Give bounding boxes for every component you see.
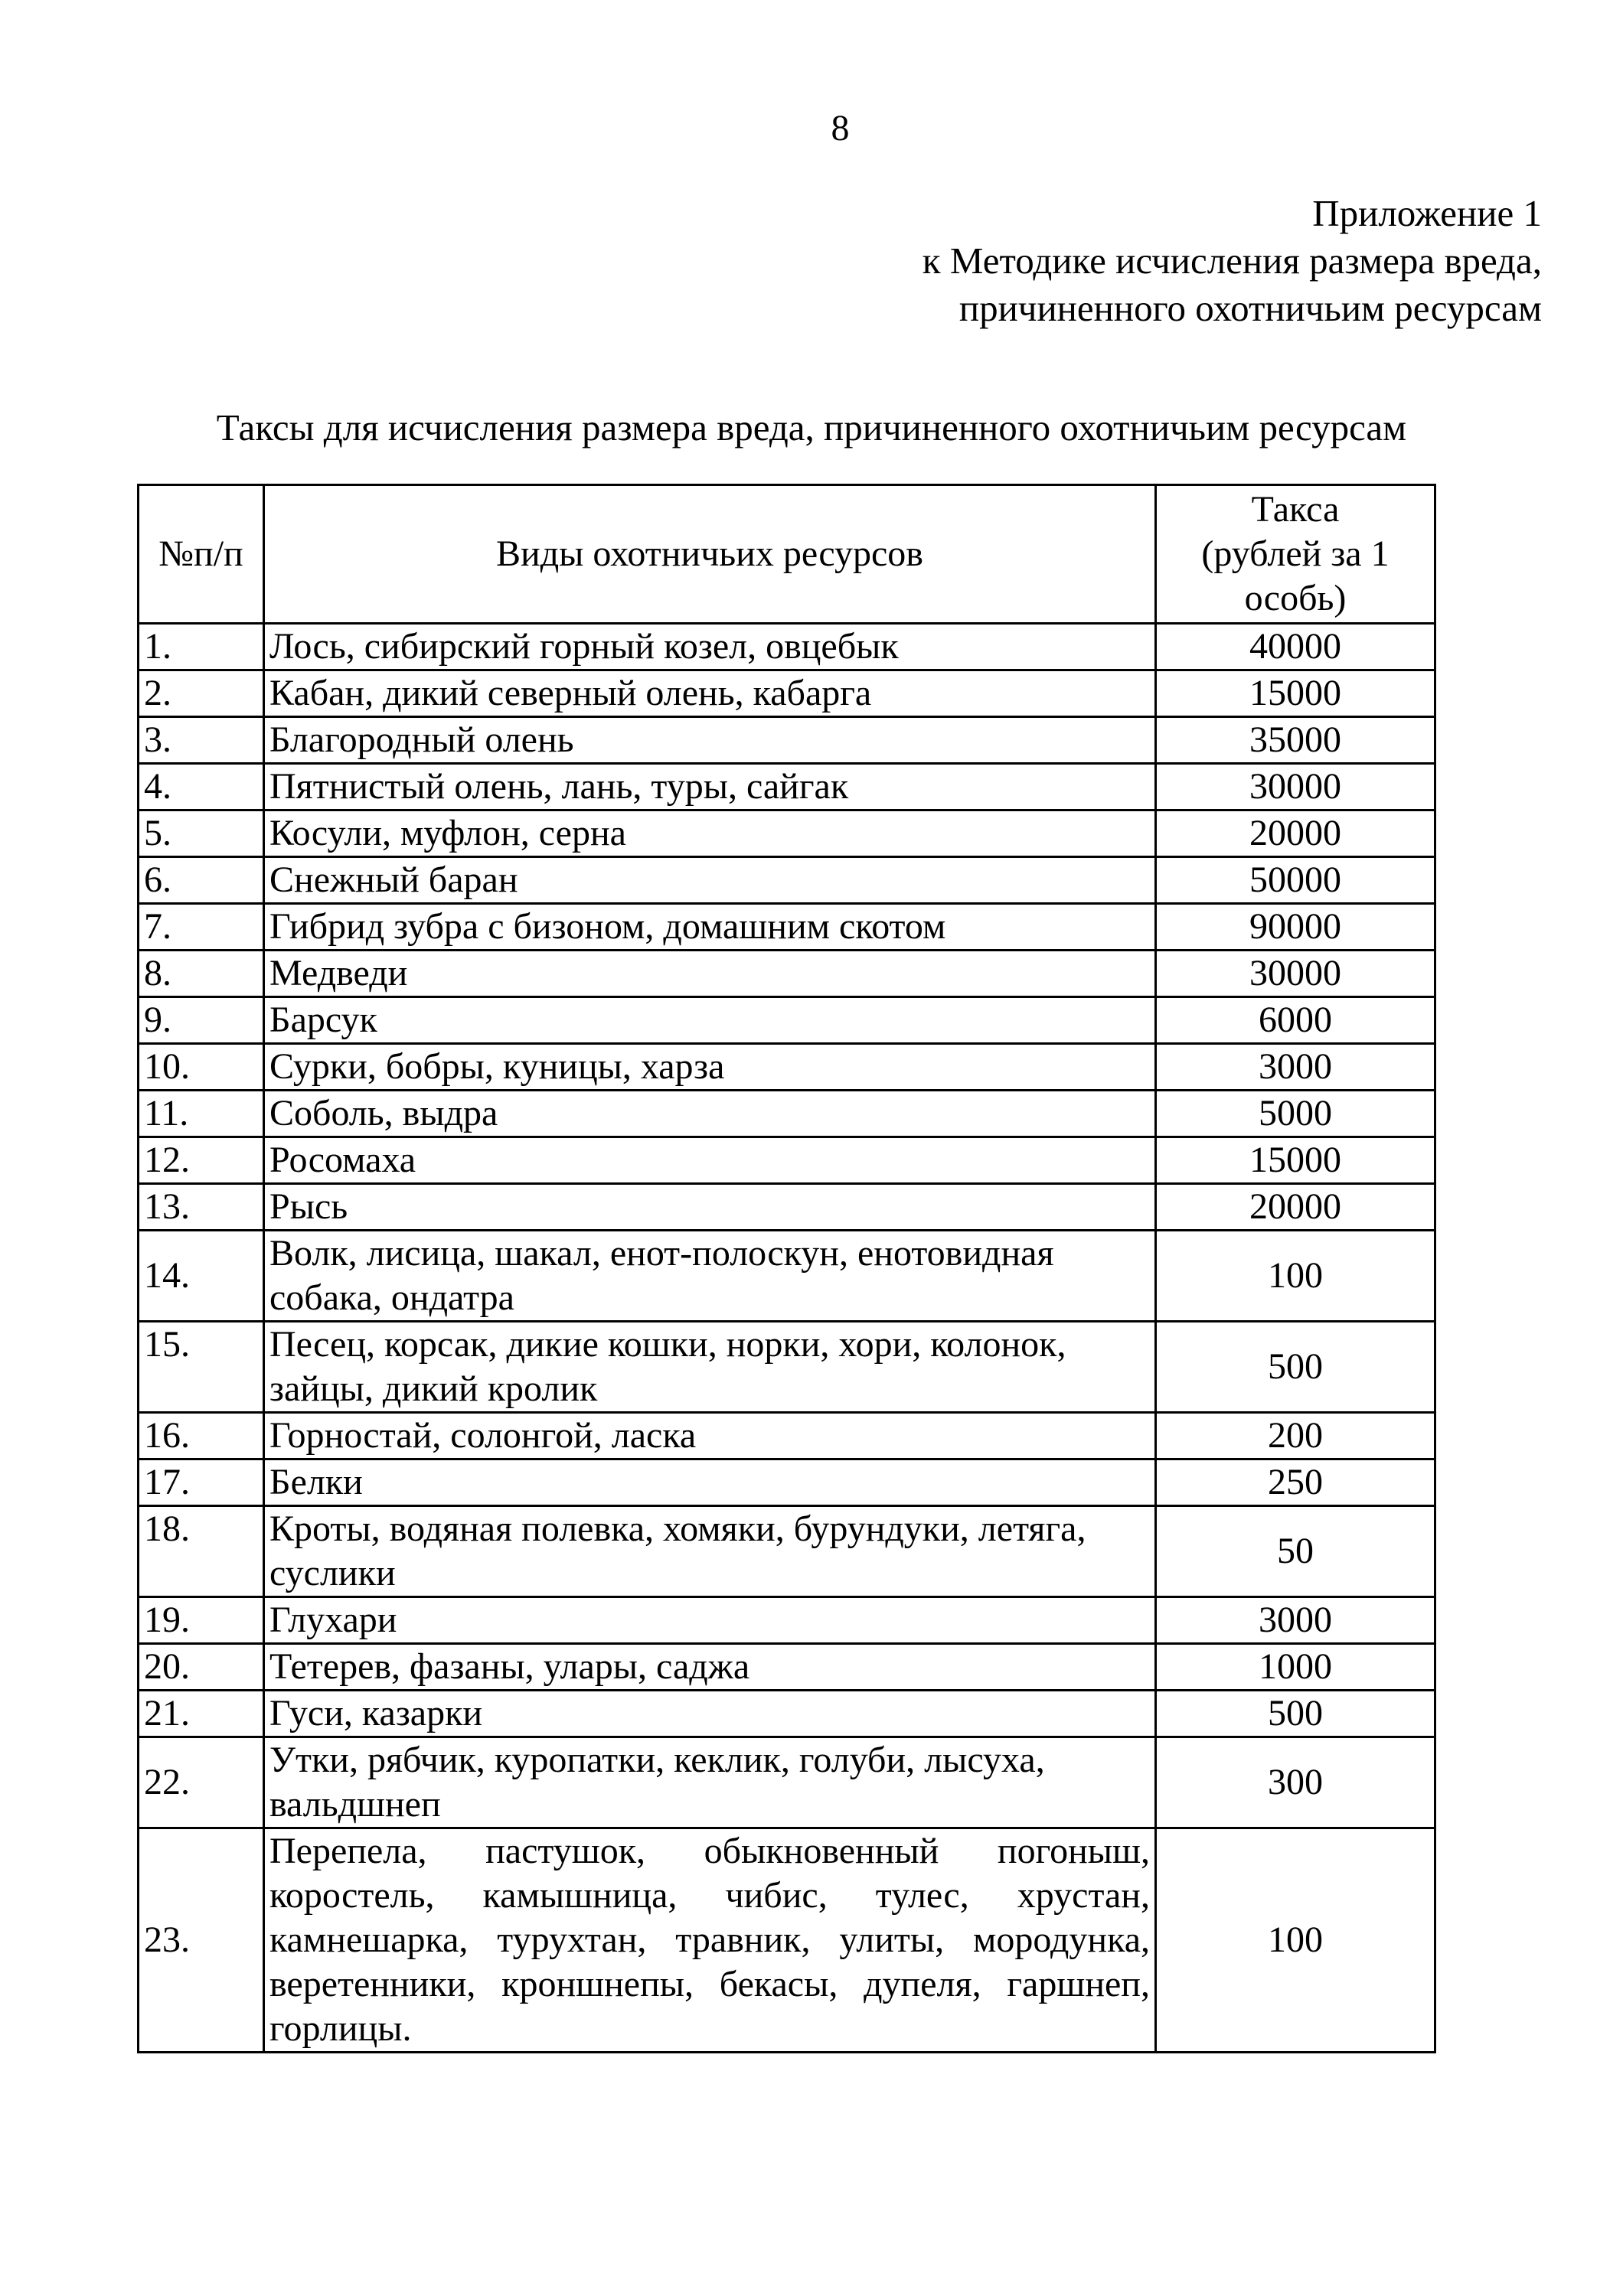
tax-value: 5000 bbox=[1156, 1091, 1435, 1137]
resource-name: Тетерев, фазаны, улары, саджа bbox=[264, 1644, 1156, 1691]
tax-value: 35000 bbox=[1156, 717, 1435, 764]
row-number: 11. bbox=[139, 1091, 264, 1137]
tax-value: 500 bbox=[1156, 1322, 1435, 1413]
row-number: 12. bbox=[139, 1137, 264, 1184]
tax-value: 30000 bbox=[1156, 764, 1435, 810]
table-row bbox=[139, 1828, 1435, 2053]
tax-value: 200 bbox=[1156, 1413, 1435, 1459]
tax-value: 1000 bbox=[1156, 1644, 1435, 1691]
table-row bbox=[139, 1137, 1435, 1184]
row-number: 6. bbox=[139, 857, 264, 904]
row-number: 22. bbox=[139, 1737, 264, 1828]
resource-name: Соболь, выдра bbox=[264, 1091, 1156, 1137]
table-row bbox=[139, 1413, 1435, 1459]
header-num: №п/п bbox=[139, 485, 264, 624]
table-row bbox=[139, 1091, 1435, 1137]
resource-name: Горностай, солонгой, ласка bbox=[264, 1413, 1156, 1459]
tax-value: 90000 bbox=[1156, 904, 1435, 951]
table-row bbox=[139, 904, 1435, 951]
tax-value: 30000 bbox=[1156, 951, 1435, 997]
tax-value: 20000 bbox=[1156, 810, 1435, 857]
document-title: Таксы для исчисления размера вреда, причиненного охотничьим ресурсам bbox=[216, 406, 1407, 448]
row-number: 7. bbox=[139, 904, 264, 951]
table-row bbox=[139, 1184, 1435, 1231]
header-name: Виды охотничьих ресурсов bbox=[264, 485, 1156, 624]
appendix-line-2: к Методике исчисления размера вреда, bbox=[922, 240, 1542, 282]
table-row bbox=[139, 670, 1435, 717]
resource-name: Пятнистый олень, лань, туры, сайгак bbox=[264, 764, 1156, 810]
row-number: 21. bbox=[139, 1691, 264, 1737]
table-header-row bbox=[139, 485, 1435, 624]
resource-name: Перепела, пастушок, обыкновенный погоныш, коростель, камышница, чибис, тулес, хрустан, камнешарка, турухтан, травник, улиты, мородунка, веретенники, кроншнепы, бекасы, дупеля, гаршнеп, горлицы. bbox=[264, 1828, 1156, 2053]
tax-value: 3000 bbox=[1156, 1597, 1435, 1644]
table-row bbox=[139, 1506, 1435, 1597]
tax-value: 15000 bbox=[1156, 1137, 1435, 1184]
tax-value: 6000 bbox=[1156, 997, 1435, 1044]
resource-name: Косули, муфлон, серна bbox=[264, 810, 1156, 857]
table-row bbox=[139, 810, 1435, 857]
table-row bbox=[139, 1459, 1435, 1506]
table-row bbox=[139, 1644, 1435, 1691]
tax-value: 50000 bbox=[1156, 857, 1435, 904]
appendix-line-1: Приложение 1 bbox=[1312, 192, 1542, 234]
resource-name: Медведи bbox=[264, 951, 1156, 997]
resource-name: Кабан, дикий северный олень, кабарга bbox=[264, 670, 1156, 717]
resource-name: Кроты, водяная полевка, хомяки, бурундуки, летяга, суслики bbox=[264, 1506, 1156, 1597]
table-row bbox=[139, 624, 1435, 670]
resource-name: Снежный баран bbox=[264, 857, 1156, 904]
tax-value: 250 bbox=[1156, 1459, 1435, 1506]
tax-value: 50 bbox=[1156, 1506, 1435, 1597]
row-number: 4. bbox=[139, 764, 264, 810]
row-number: 23. bbox=[139, 1828, 264, 2053]
resource-name: Сурки, бобры, куницы, харза bbox=[264, 1044, 1156, 1091]
row-number: 2. bbox=[139, 670, 264, 717]
resource-name: Утки, рябчик, куропатки, кеклик, голуби, лысуха, вальдшнеп bbox=[264, 1737, 1156, 1828]
resource-name: Благородный олень bbox=[264, 717, 1156, 764]
row-number: 8. bbox=[139, 951, 264, 997]
header-tax: Такса (рублей за 1 особь) bbox=[1156, 485, 1435, 624]
table-row bbox=[139, 764, 1435, 810]
row-number: 5. bbox=[139, 810, 264, 857]
tax-value: 300 bbox=[1156, 1737, 1435, 1828]
table-row bbox=[139, 1322, 1435, 1413]
table-row bbox=[139, 1044, 1435, 1091]
table-row bbox=[139, 1737, 1435, 1828]
resource-name: Песец, корсак, дикие кошки, норки, хори, колонок, зайцы, дикий кролик bbox=[264, 1322, 1156, 1413]
resource-name: Росомаха bbox=[264, 1137, 1156, 1184]
tax-value: 40000 bbox=[1156, 624, 1435, 670]
row-number: 15. bbox=[139, 1322, 264, 1413]
tax-value: 15000 bbox=[1156, 670, 1435, 717]
row-number: 17. bbox=[139, 1459, 264, 1506]
row-number: 1. bbox=[139, 624, 264, 670]
tax-value: 3000 bbox=[1156, 1044, 1435, 1091]
row-number: 9. bbox=[139, 997, 264, 1044]
table-row bbox=[139, 717, 1435, 764]
tax-value: 100 bbox=[1156, 1828, 1435, 2053]
appendix-note bbox=[923, 190, 1542, 332]
row-number: 19. bbox=[139, 1597, 264, 1644]
resource-name: Белки bbox=[264, 1459, 1156, 1506]
row-number: 13. bbox=[139, 1184, 264, 1231]
row-number: 10. bbox=[139, 1044, 264, 1091]
resource-name: Барсук bbox=[264, 997, 1156, 1044]
row-number: 16. bbox=[139, 1413, 264, 1459]
resource-name: Гуси, казарки bbox=[264, 1691, 1156, 1737]
resource-name: Лось, сибирский горный козел, овцебык bbox=[264, 624, 1156, 670]
tax-value: 500 bbox=[1156, 1691, 1435, 1737]
table-row bbox=[139, 1597, 1435, 1644]
tax-value: 100 bbox=[1156, 1231, 1435, 1322]
row-number: 18. bbox=[139, 1506, 264, 1597]
resource-name: Глухари bbox=[264, 1597, 1156, 1644]
page-number: 8 bbox=[831, 108, 850, 148]
resource-name: Гибрид зубра с бизоном, домашним скотом bbox=[264, 904, 1156, 951]
resource-name: Волк, лисица, шакал, енот-полоскун, енотовидная собака, ондатра bbox=[264, 1231, 1156, 1322]
row-number: 3. bbox=[139, 717, 264, 764]
row-number: 20. bbox=[139, 1644, 264, 1691]
table-row bbox=[139, 951, 1435, 997]
tax-value: 20000 bbox=[1156, 1184, 1435, 1231]
tax-table bbox=[137, 484, 1436, 2053]
resource-name: Рысь bbox=[264, 1184, 1156, 1231]
table-row bbox=[139, 997, 1435, 1044]
row-number: 14. bbox=[139, 1231, 264, 1322]
appendix-line-3: причиненного охотничьим ресурсам bbox=[958, 287, 1542, 329]
table-row bbox=[139, 1231, 1435, 1322]
table-row bbox=[139, 857, 1435, 904]
table-row bbox=[139, 1691, 1435, 1737]
